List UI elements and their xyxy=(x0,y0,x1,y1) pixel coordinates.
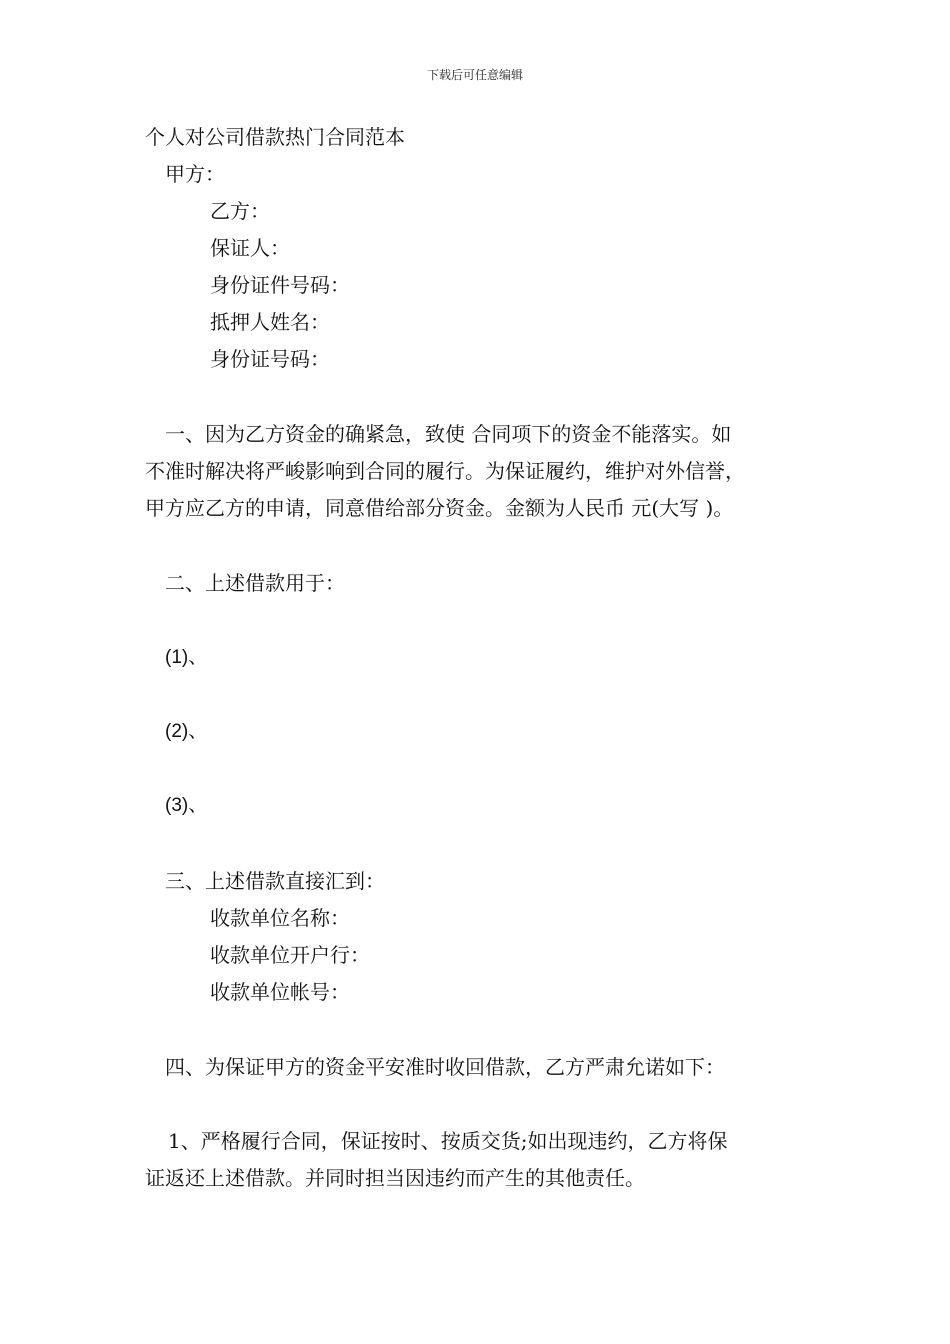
id-number-label: 身份证件号码： xyxy=(210,273,350,297)
mortgagor-name-label: 抵押人姓名： xyxy=(210,310,330,334)
clause4-heading: 四、为保证甲方的资金平安准时收回借款，乙方严肃允诺如下： xyxy=(165,1055,725,1079)
clause1-line3: 甲方应乙方的申请，同意借给部分资金。金额为人民币 元(大写 )。 xyxy=(145,496,734,520)
party-b-label: 乙方： xyxy=(210,199,270,223)
clause1-line1: 一、因为乙方资金的确紧急，致使 合同项下的资金不能落实。如 xyxy=(165,422,732,446)
clause1-line2: 不准时解决将严峻影响到合同的履行。为保证履约，维护对外信誉， xyxy=(145,459,745,483)
party-a-label: 甲方： xyxy=(165,162,225,186)
header-note: 下载后可任意编辑 xyxy=(426,68,523,82)
clause2-item-1: (1)、 xyxy=(165,647,208,668)
guarantor-label: 保证人： xyxy=(210,236,290,260)
id-card-number-label: 身份证号码： xyxy=(210,347,330,371)
clause3-heading: 三、上述借款直接汇到： xyxy=(165,869,385,893)
clause2-item-3: (3)、 xyxy=(165,795,208,816)
payee-name-label: 收款单位名称： xyxy=(210,906,350,930)
clause4-item1-line1: 1、严格履行合同，保证按时、按质交货;如出现违约，乙方将保 xyxy=(168,1129,728,1153)
payee-account-label: 收款单位帐号： xyxy=(210,980,350,1004)
clause2-heading: 二、上述借款用于： xyxy=(165,571,345,595)
clause4-item1-line2: 证返还上述借款。并同时担当因违约而产生的其他责任。 xyxy=(145,1166,645,1190)
clause2-item-2: (2)、 xyxy=(165,721,208,742)
document-title: 个人对公司借款热门合同范本 xyxy=(145,125,405,149)
payee-bank-label: 收款单位开户行： xyxy=(210,943,370,967)
